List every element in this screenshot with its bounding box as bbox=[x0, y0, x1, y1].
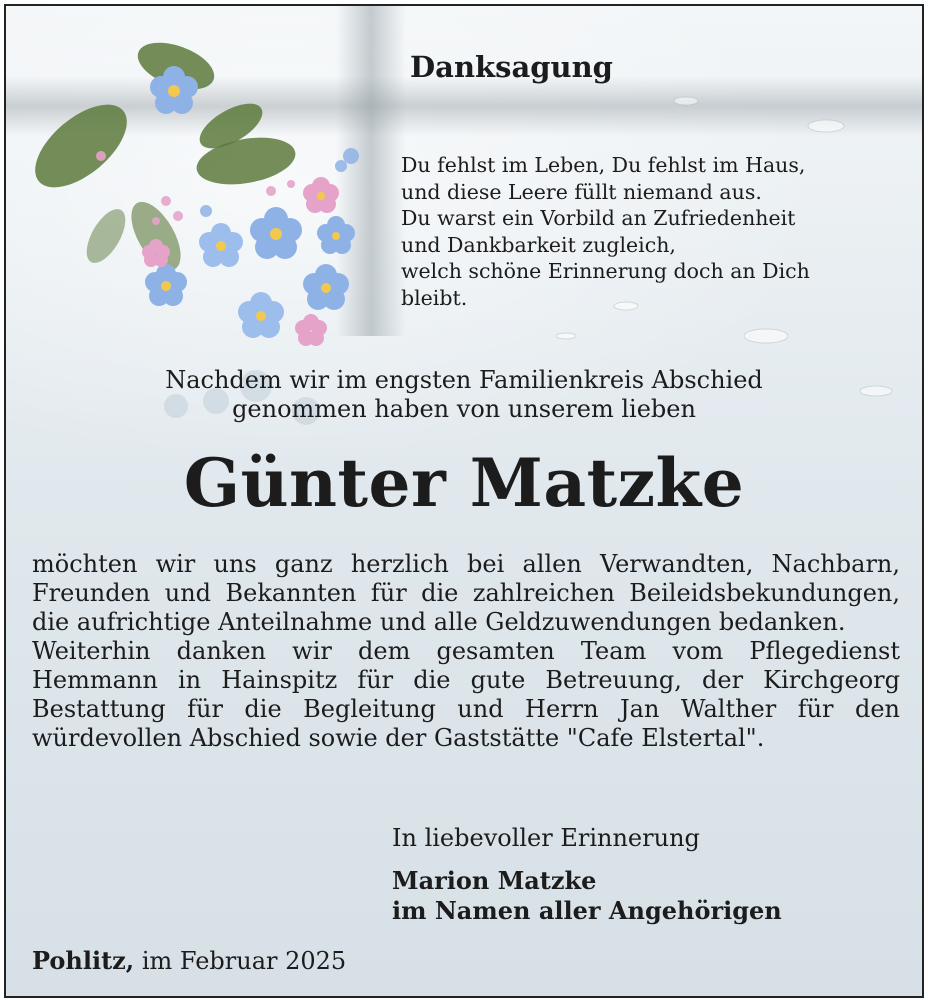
poem-line: und diese Leere füllt niemand aus. bbox=[401, 179, 762, 204]
intro-text bbox=[6, 366, 922, 424]
poem-line: welch schöne Erinnerung doch an Dich bbox=[401, 259, 810, 283]
memorial-poem bbox=[401, 152, 901, 311]
poem-line: Du warst ein Vorbild an Zufriedenheit bbox=[401, 206, 796, 230]
intro-line: Nachdem wir im engsten Familienkreis Abschied bbox=[165, 366, 763, 394]
signature-block bbox=[392, 866, 782, 926]
signer-name: Marion Matzke bbox=[392, 866, 597, 895]
closing-line: In liebevoller Erinnerung bbox=[392, 824, 700, 852]
date: im Februar 2025 bbox=[141, 947, 347, 975]
poem-line: Du fehlst im Leben, Du fehlst im Haus, bbox=[401, 153, 806, 177]
place-date bbox=[32, 946, 346, 975]
obituary-notice bbox=[4, 4, 924, 998]
thanks-paragraph: möchten wir uns ganz herzlich bei allen Verwandten, Nachbarn, Freunden und Bekannten für die zahlreichen Beileidsbekundungen, die aufrichtige Anteilnahme und alle Geldzuwendungen bedanken. bbox=[32, 550, 900, 636]
notice-heading: Danksagung bbox=[410, 50, 613, 84]
intro-line: genommen haben von unserem lieben bbox=[232, 395, 696, 423]
poem-line: und Dankbarkeit zugleich, bbox=[401, 232, 676, 257]
thanks-paragraph: Weiterhin danken wir dem gesamten Team vom Pflegedienst Hemmann in Hainspitz für die gute Betreuung, der Kirchgeorg Bestattung für die Begleitung und Herrn Jan Walther für den würdevollen Abschied sowie der Gaststätte "Cafe Elstertal". bbox=[32, 637, 900, 752]
signer-note: im Namen aller Angehörigen bbox=[392, 896, 782, 925]
thanks-text bbox=[32, 550, 900, 753]
deceased-name: Günter Matzke bbox=[183, 444, 745, 522]
place: Pohlitz, bbox=[32, 946, 135, 975]
poem-line: bleibt. bbox=[401, 285, 468, 310]
